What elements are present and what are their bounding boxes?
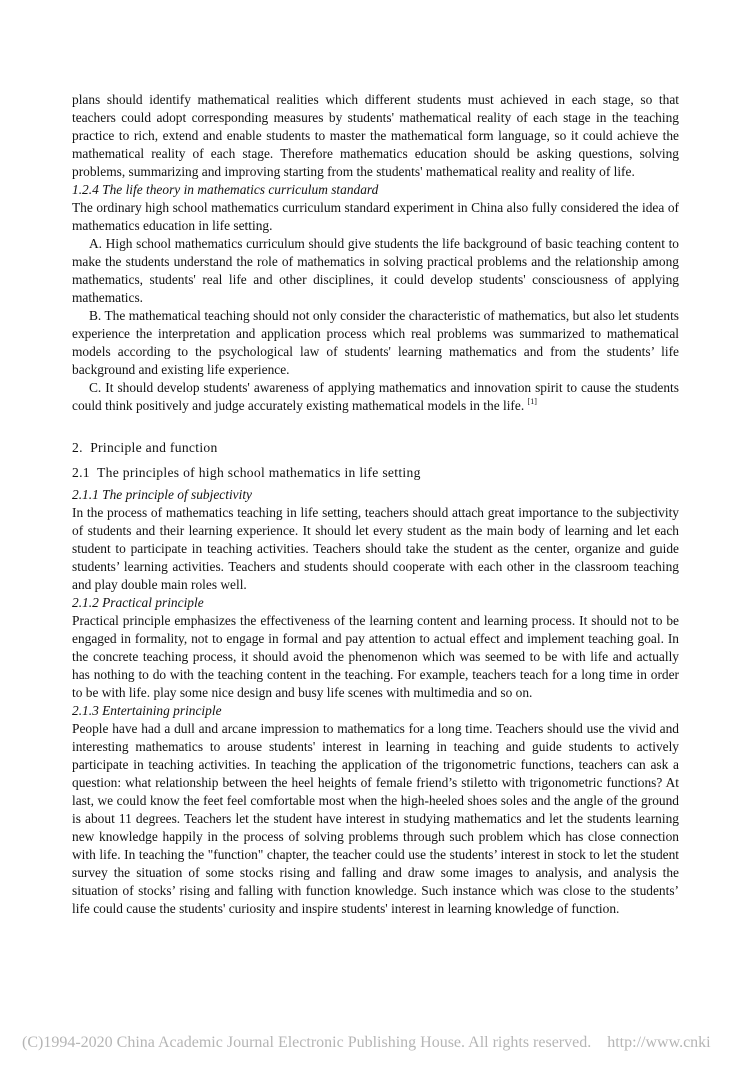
paragraph-curriculum-standard: The ordinary high school mathematics curriculum standard experiment in China also fully considered the idea of mathematics education in life setting. [72,200,679,233]
paragraph-point-a: A. High school mathematics curriculum should give students the life background of basic teaching content to make the students understand the role of mathematics in solving practical problems and the relationship among mathematics, students' real life and other disciplines, it could develop students' consciousness of applying mathematics. [72,236,679,305]
paragraph-point-c-text: C. It should develop students' awareness of applying mathematics and innovation spirit to cause the students could think positively and judge accurately existing mathematical models in the life. [72,380,679,413]
section-heading-2: 2. Principle and function [72,440,218,455]
subheading-2-1-1: 2.1.1 The principle of subjectivity [72,487,252,502]
paragraph-point-b: B. The mathematical teaching should not only consider the characteristic of mathematics, but also let students experience the interpretation and application process which real problems was summarized to mathematical models according to the psychological law of students' learning mathematics and from the students’ life background and existing life experience. [72,308,679,377]
paragraph-point-c [72,379,679,415]
subheading-2-1-3: 2.1.3 Entertaining principle [72,703,222,718]
citation-marker: [1] [527,397,537,406]
paragraph-entertaining: People have had a dull and arcane impression to mathematics for a long time. Teachers should use the vivid and interesting mathematics to arouse students' interest in learning in teaching and guide students to actively participate in teaching activities. In teaching the application of the trigonometric functions, teachers can ask a question: what relationship between the heel heights of female friend’s stiletto with trigonometric functions? At last, we could know the feet feel comfortable most when the high-heeled shoes soles and the angle of the ground is about 11 degrees. Teachers let the student have interest in studying mathematics and let the students learning new knowledge happily in the process of solving problems through such problem which has close connection with life. In teaching the "function" chapter, the teacher could use the students’ interest in stock to let the student survey the situation of some stocks rising and falling and draw some images to analysis, and analysis the situation of stocks’ rising and falling with function knowledge. Such instance which was close to the students’ life could cause the students' curiosity and inspire students' interest in learning knowledge of function. [72,721,679,916]
subheading-1-2-4: 1.2.4 The life theory in mathematics curriculum standard [72,182,379,197]
copyright-footer: (C)1994-2020 China Academic Journal Electronic Publishing House. All rights reserved. http://www.cnki [22,1034,711,1051]
paragraph-practical: Practical principle emphasizes the effectiveness of the learning content and learning process. It should not to be engaged in formality, not to engage in formal and pay attention to actual effect and implement teaching goal. In the concrete teaching process, it should avoid the phenomenon which was seemed to be with life and actually has nothing to do with the teaching content in the teaching. For example, teachers teach for a long time in order to be with life. play some nice design and busy life scenes with multimedia and so on. [72,613,679,700]
subheading-2-1-2: 2.1.2 Practical principle [72,595,204,610]
section-heading-2-1: 2.1 The principles of high school mathematics in life setting [72,465,421,480]
paragraph-mathematical-reality: plans should identify mathematical realities which different students must achieved in each stage, so that teachers could adopt corresponding measures by students' mathematical reality of each stage in the teaching practice to rich, extend and enable students to master the mathematical form language, so it could achieve the mathematical reality of each stage. Therefore mathematics education should be asking questions, solving problems, summarizing and improving starting from the students' mathematical reality and reality of life. [72,92,679,179]
paragraph-subjectivity: In the process of mathematics teaching in life setting, teachers should attach great importance to the subjectivity of students and their learning experience. It should let every student as the main body of learning and let each student to participate in teaching activities. Teachers should take the student as the center, organize and guide students’ learning activities. Teachers and students should cooperate with each other in the classroom teaching and play double main roles well. [72,505,679,592]
paper-page [72,91,679,918]
